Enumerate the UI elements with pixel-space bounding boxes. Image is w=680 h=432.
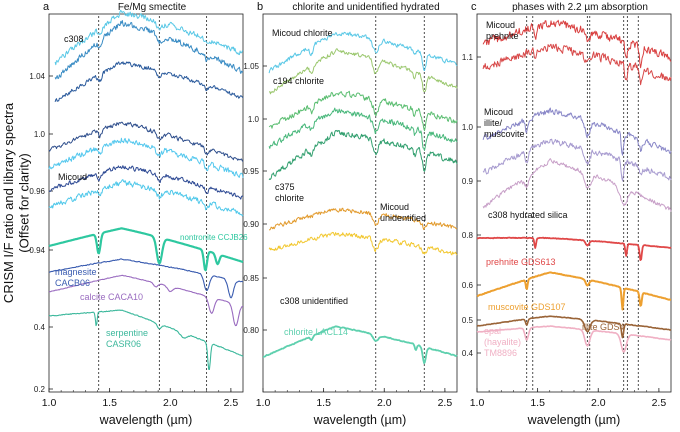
series-label: chlorite <box>275 193 305 203</box>
y-axis-label-line: (Offset for clarity) <box>16 153 32 253</box>
spectrum-line <box>269 208 457 230</box>
series-label: c308 unidentified <box>280 296 349 306</box>
series-label: c194 chlorite <box>273 76 325 86</box>
series-label: illite/ <box>484 118 503 128</box>
x-axis-label: wavelength (µm) <box>99 413 193 427</box>
x-tick-label: 1.5 <box>316 397 331 409</box>
series-label: CASR06 <box>106 339 142 349</box>
x-tick-label: 2.0 <box>376 397 392 409</box>
panel-a <box>29 1 248 427</box>
y-tick-label: 0.80 <box>243 326 259 335</box>
series-label: c375 <box>275 182 295 192</box>
y-tick-label: 1.0 <box>461 123 473 132</box>
x-tick-label: 1.5 <box>102 397 117 409</box>
series-label: Micoud <box>380 202 410 212</box>
series-label: serpentine <box>106 328 149 338</box>
spectrum-line <box>477 316 671 337</box>
x-tick-label: 2.5 <box>437 397 453 409</box>
series-label: TM8896 <box>484 348 518 358</box>
x-tick-label: 1.0 <box>41 397 57 409</box>
x-tick-label: 1.0 <box>469 397 485 409</box>
series-label: c308 <box>64 34 84 44</box>
spectrum-line <box>55 21 243 79</box>
series-label: Micoud chlorite <box>272 28 333 38</box>
y-axis-label <box>1 102 32 303</box>
y-tick-label: 0.8 <box>461 231 473 240</box>
y-tick-label: 0.96 <box>29 187 45 196</box>
y-tick-label: 1.1 <box>461 53 473 62</box>
y-tick-label: 0.95 <box>243 167 259 176</box>
x-axis-label: wavelength (µm) <box>527 413 621 427</box>
series-label: Micoud <box>484 107 514 117</box>
panel-letter: a <box>43 1 50 13</box>
y-tick-label: 0.85 <box>243 274 259 283</box>
y-tick-label: 0.5 <box>461 316 473 325</box>
panel-title: phases with 2.2 µm absorption <box>512 2 648 13</box>
y-tick-label: 1.0 <box>33 130 45 139</box>
x-tick-label: 2.0 <box>162 397 178 409</box>
series-label: nontronite CCJB26 <box>180 233 248 242</box>
y-tick-label: 0.4 <box>33 323 45 332</box>
x-tick-label: 2.5 <box>651 397 667 409</box>
series-label: illite GDS4 <box>582 322 625 332</box>
series-label: opal <box>484 326 502 336</box>
panel-letter: b <box>257 1 264 13</box>
plot-frame <box>477 14 671 392</box>
series-label: prehnite GDS613 <box>486 257 556 267</box>
panel-title: chlorite and unidentified hydrated <box>292 2 440 13</box>
x-tick-label: 1.5 <box>530 397 545 409</box>
x-axis-label: wavelength (µm) <box>313 413 407 427</box>
panel-b <box>243 1 457 427</box>
series-label: magnesite <box>55 267 97 277</box>
panel-letter: c <box>471 1 477 13</box>
x-tick-label: 1.0 <box>255 397 271 409</box>
spectrum-line <box>269 232 457 255</box>
series-label: Micoud <box>486 20 516 30</box>
y-tick-label: 1.0 <box>247 115 259 124</box>
spectrum-line <box>49 180 243 216</box>
series-label: (hayalite) <box>484 337 522 347</box>
spectrum-line <box>269 32 457 73</box>
y-tick-label: 1.04 <box>29 72 45 81</box>
spectrum-line <box>483 159 671 212</box>
series-label: unidentified <box>380 213 427 223</box>
y-tick-label: 0.94 <box>29 246 45 255</box>
y-tick-label: 0.2 <box>33 385 45 394</box>
spectrum-line <box>483 44 671 85</box>
y-tick-label: 0.6 <box>461 281 473 290</box>
series-label: muscovite <box>484 129 525 139</box>
y-axis-label-line: CRISM I/F ratio and library spectra <box>1 102 16 304</box>
series-label: c308 hydrated silica <box>488 210 568 220</box>
y-tick-label: 1.05 <box>243 62 259 71</box>
series-label: chlorite LACL14 <box>284 327 349 337</box>
x-tick-label: 2.5 <box>223 397 239 409</box>
panel-title: Fe/Mg smectite <box>117 2 187 13</box>
x-tick-label: 2.0 <box>590 397 606 409</box>
y-tick-label: 0.9 <box>461 177 473 186</box>
series-label: Micoud <box>58 172 88 182</box>
spectrum-line <box>49 310 243 369</box>
series-label: CACB06 <box>55 278 91 288</box>
spectrum-line <box>55 62 243 102</box>
series-label: prehnite <box>486 31 519 41</box>
spectrum-line <box>269 91 457 130</box>
y-tick-label: 0.4 <box>461 349 473 358</box>
panel-c <box>462 1 671 427</box>
series-label: calcite CACA10 <box>80 292 144 302</box>
series-label: muscovite GDS107 <box>488 302 566 312</box>
y-tick-label: 0.90 <box>243 220 259 229</box>
spectrum-line <box>269 130 457 180</box>
